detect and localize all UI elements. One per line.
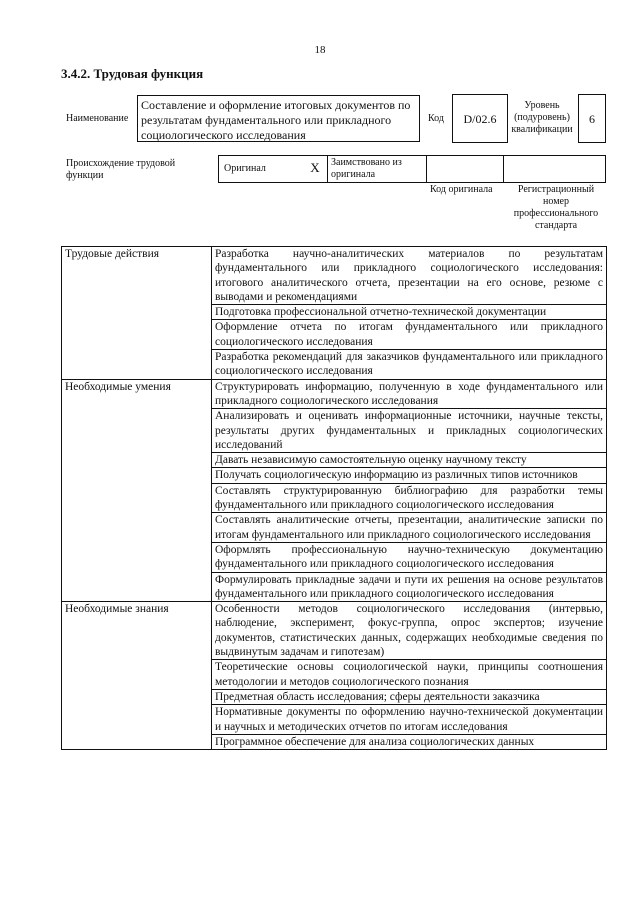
section-name: Необходимые умения (62, 379, 212, 601)
level-label: Уровень (подуровень) квалификации (511, 100, 573, 135)
table-cell: Анализировать и оценивать информационные источники, научные тексты, результаты других фундаментальных и прикладных социологических исследований (212, 409, 607, 453)
table-cell: Оформление отчета по итогам фундаментального или прикладного социологического исследования (212, 320, 607, 350)
table-cell: Подготовка профессиональной отчетно-технической документации (212, 305, 607, 320)
table-row (62, 602, 607, 660)
code-original-label: Код оригинала (430, 184, 493, 195)
reg-number-label: Регистрационный номер профессионального стандарта (513, 184, 599, 231)
page-number: 18 (314, 44, 326, 56)
table-cell: Программное обеспечение для анализа социологических данных (212, 734, 607, 749)
function-table (61, 246, 607, 750)
table-cell: Разработка рекомендаций для заказчиков фундаментального или прикладного социологического исследования (212, 350, 607, 380)
table-cell: Предметная область исследования; сферы деятельности заказчика (212, 689, 607, 704)
table-row (62, 379, 607, 409)
name-value: Составление и оформление итоговых документов по результатам фундаментального или прикладного социологического исследования (137, 95, 420, 142)
table-cell: Нормативные документы по оформлению научно-технической документации и научных и методических отчетов по итогам исследования (212, 705, 607, 735)
table-cell: Особенности методов социологического исследования (интервью, наблюдение, эксперимент, фокус-группа, опрос экспертов; изучение документов, статистических данных, содержащих необходимые сведения по выдвинутым задачам и гипотезам) (212, 602, 607, 660)
code-label: Код (428, 113, 444, 124)
original-label: Оригинал (218, 155, 328, 183)
table-cell: Формулировать прикладные задачи и пути их решения на основе результатов фундаментального или прикладного социологического исследования (212, 572, 607, 602)
code-original-cell (426, 155, 504, 183)
original-mark: X (310, 160, 320, 175)
table-cell: Давать независимую самостоятельную оценку научному тексту (212, 453, 607, 468)
name-label: Наименование (66, 113, 129, 124)
table-cell: Оформлять профессиональную научно-техническую документацию фундаментального или прикладного социологического исследования (212, 542, 607, 572)
table-cell: Теоретические основы социологической науки, принципы соотношения методологии и методов социологического познания (212, 660, 607, 690)
section-name: Трудовые действия (62, 247, 212, 380)
section-title: 3.4.2. Трудовая функция (61, 66, 204, 81)
table-cell: Составлять структурированную библиографию для разработки темы фундаментального или прикладного социологического исследования (212, 483, 607, 513)
borrowed-label: Заимствовано из оригинала (327, 155, 427, 183)
table-cell: Составлять аналитические отчеты, презентации, аналитические записки по итогам фундаментального или прикладного социологического исследования (212, 513, 607, 543)
reg-number-cell (503, 155, 606, 183)
table-cell: Получать социологическую информацию из различных типов источников (212, 468, 607, 483)
code-value: D/02.6 (452, 94, 508, 143)
level-value: 6 (578, 94, 606, 143)
section-name: Необходимые знания (62, 602, 212, 750)
table-row (62, 247, 607, 305)
origin-label: Происхождение трудовой функции (66, 158, 176, 181)
origin-table (218, 155, 606, 183)
table-cell: Структурировать информацию, полученную в ходе фундаментального или прикладного социологического исследования (212, 379, 607, 409)
table-cell: Разработка научно-аналитических материалов по результатам фундаментального или прикладного социологического исследования: итогового аналитического отчета, презентации на его основе, резюме с выводами и рекомендациями (212, 247, 607, 305)
